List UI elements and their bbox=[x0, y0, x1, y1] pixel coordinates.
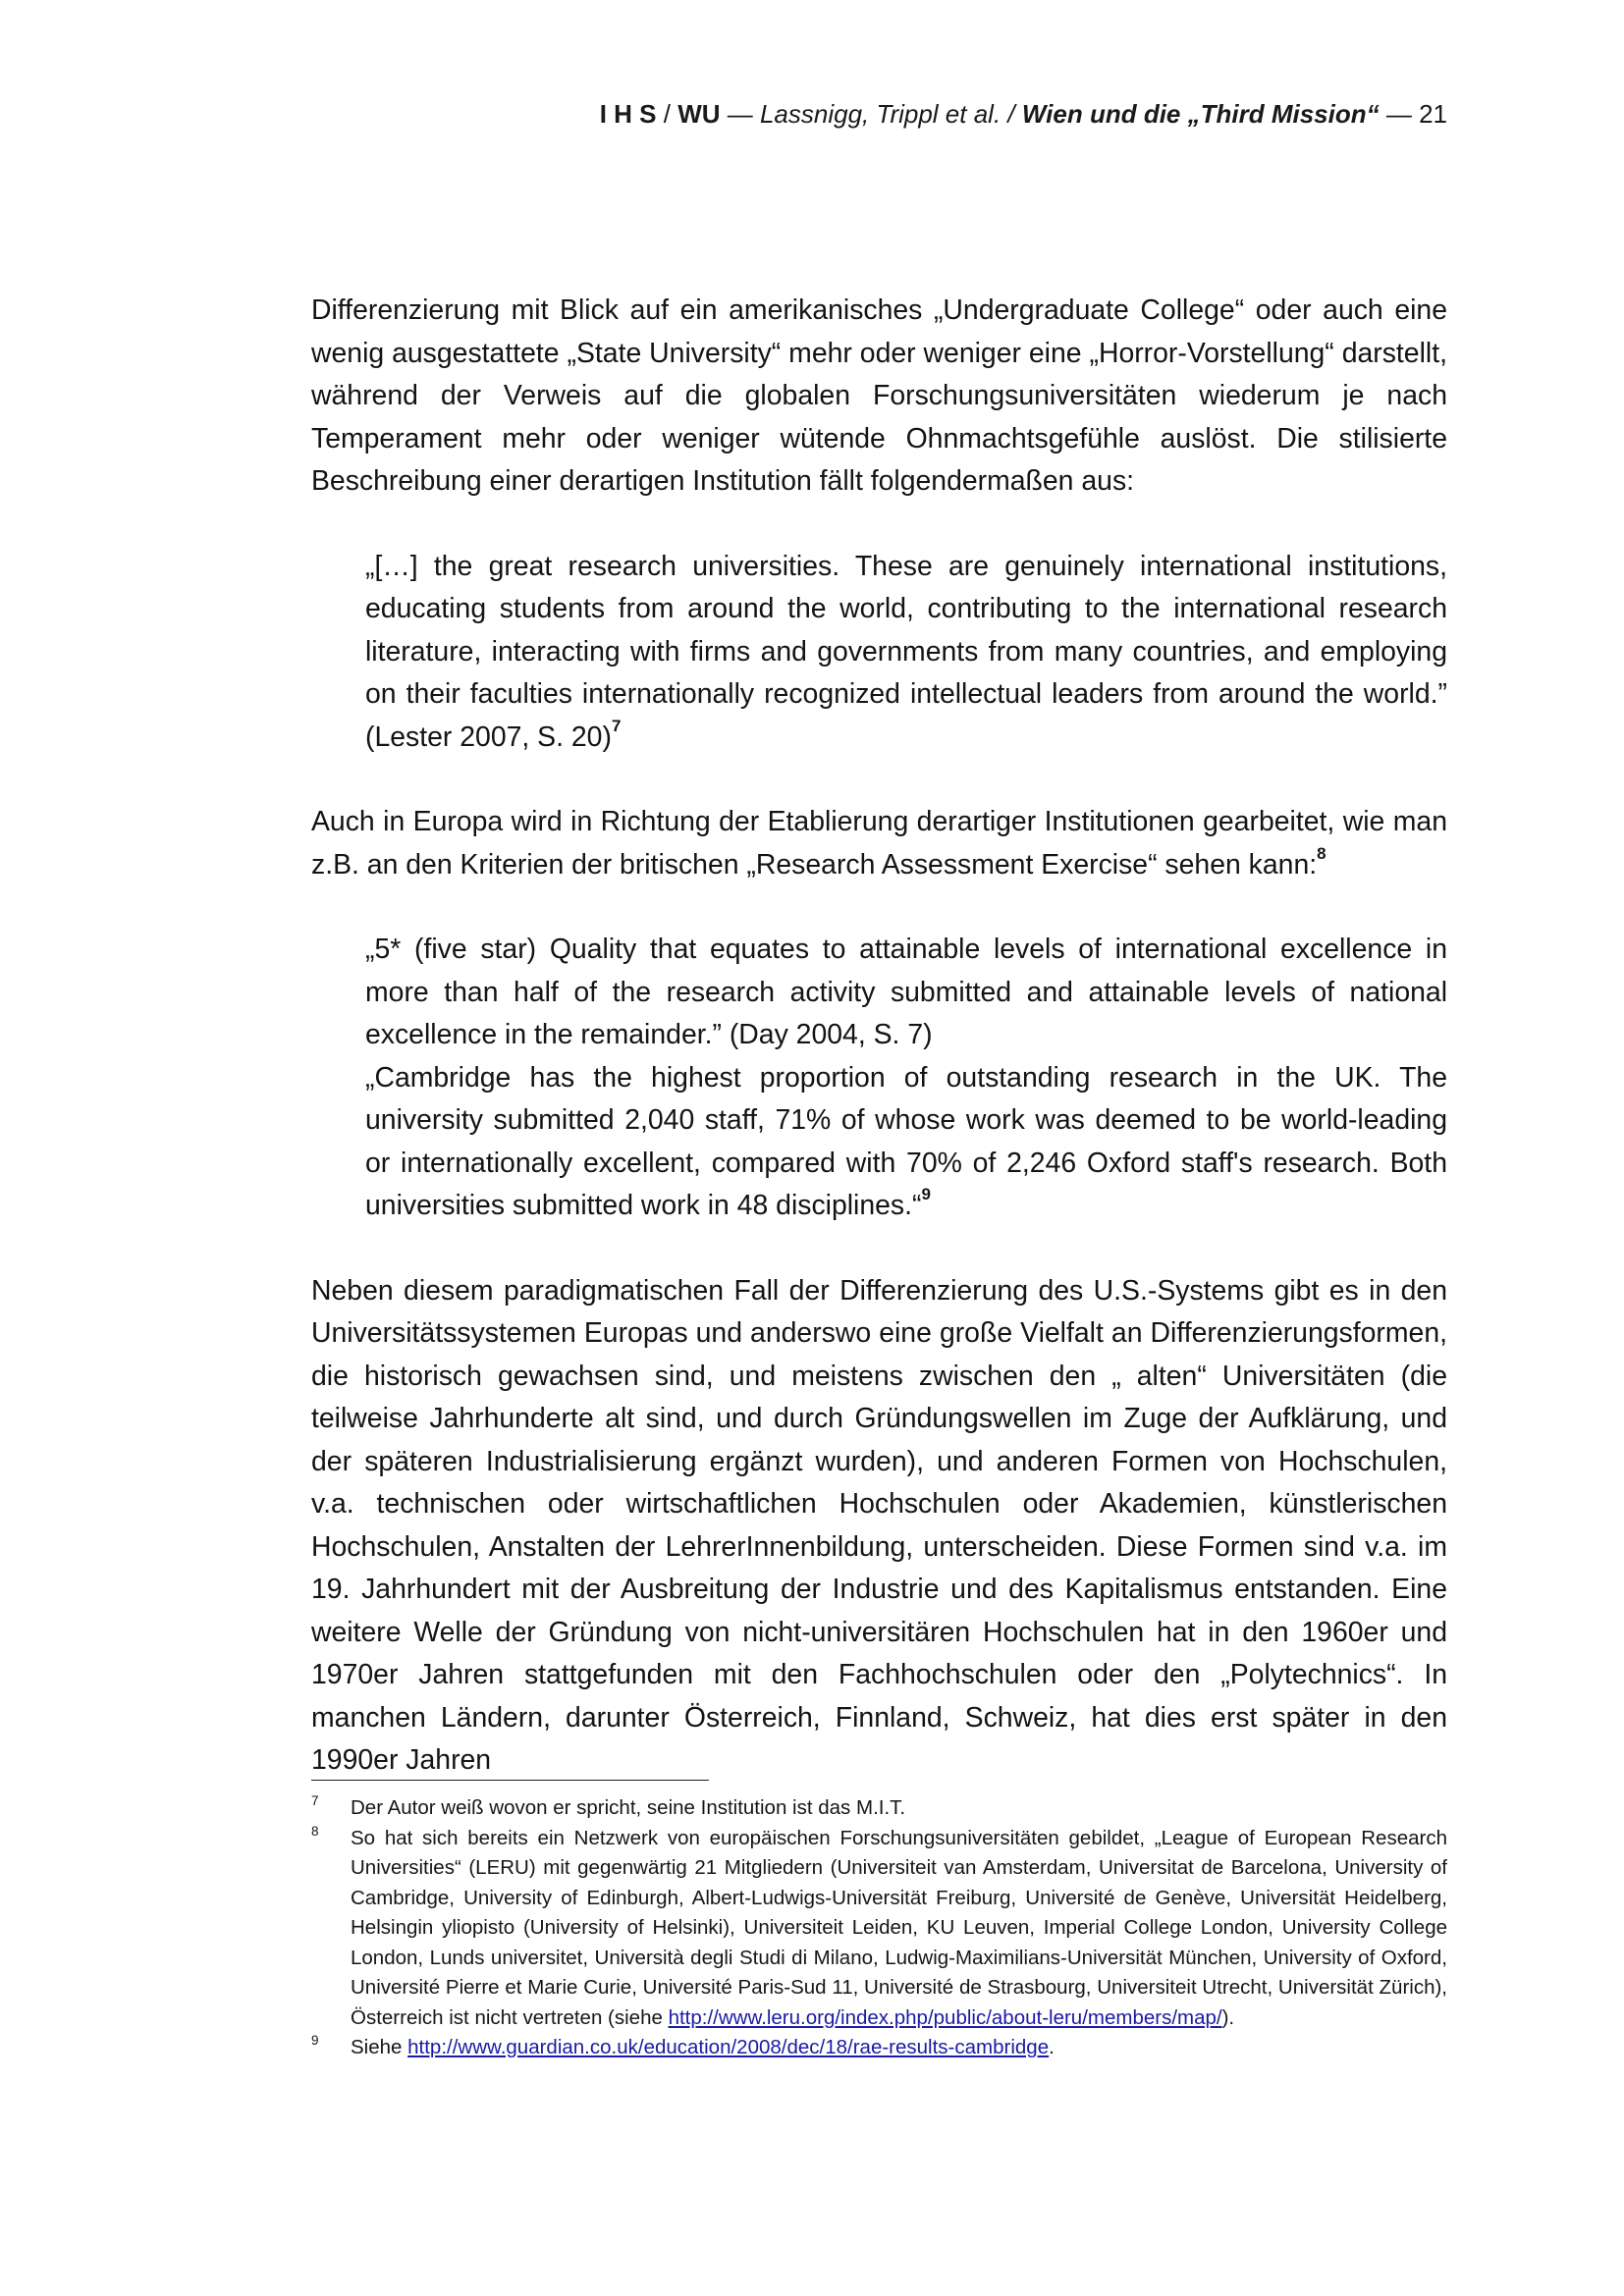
block-quote-rae bbox=[365, 929, 1447, 1228]
paragraph-3: Neben diesem paradigmatischen Fall der Differenzierung des U.S.-Systems gibt es in den Universitätssystemen Europas und anderswo eine große Vielfalt an Differenzierungsformen, die historisch gewachsen sind, und meistens zwischen den „ alten“ Universitäten (die teilweise Jahrhunderte alt sind, und durch Gründungswellen im Zuge der Aufklärung, und der späteren Industrialisierung ergänzt wurden), und anderen Formen von Hochschulen, v.a. technischen oder wirtschaftlichen Hochschulen oder Akademien, künstlerischen Hochschulen, Anstalten der LehrerInnenbildung, unterscheiden. Diese Formen sind v.a. im 19. Jahrhundert mit der Ausbreitung der Industrie und des Kapitalismus entstanden. Eine weitere Welle der Gründung von nicht-universitären Hochschulen hat in den 1960er und 1970er Jahren stattgefunden mit den Fachhochschulen oder den „Polytechnics“. In manchen Ländern, darunter Österreich, Finnland, Schweiz, hat dies erst später in den 1990er Jahren bbox=[311, 1274, 1447, 1776]
footnote-ref-8[interactable]: 8 bbox=[1317, 843, 1326, 863]
header-ihs: I H S bbox=[599, 99, 657, 129]
footnote-text: Der Autor weiß wovon er spricht, seine Institution ist das M.I.T. bbox=[351, 1796, 906, 1819]
footnote-text: So hat sich bereits ein Netzwerk von europäischen Forschungsuniversitäten gebildet, „League of European Research Universities“ (LERU) mit gegenwärtig 21 Mitgliedern (Universiteit van Amsterdam, Universitat de Barcelona, University of Cambridge, University of Edinburgh, Albert-Ludwigs-Universität Freiburg, Université de Genève, Universität Heidelberg, Helsingin yliopisto (University of Helsinki), Universiteit Leiden, KU Leuven, Imperial College London, University College London, Lunds universitet, Università degli Studi di Milano, Ludwig-Maximilians-Universität München, University of Oxford, Université Pierre et Marie Curie, Université Paris-Sud 11, Université de Strasbourg, Universiteit Utrecht, Universität Zürich), Österreich ist nicht vertreten (siehe bbox=[351, 1826, 1447, 2029]
quote-2-text: „5* (five star) Quality that equates to attainable levels of international excellence in more than half of the research activity submitted and attainable levels of national excellence in the remainder.” (Day 2004, S. 7) bbox=[365, 934, 1447, 1050]
leru-link[interactable]: http://www.leru.org/index.php/public/about-leru/members/map/ bbox=[668, 2005, 1222, 2029]
main-text bbox=[311, 290, 1447, 1783]
footnote-9 bbox=[311, 2033, 1447, 2063]
quote-1-text: „[…] the great research universities. These are genuinely international institutions, educating students from around the world, contributing to the international research literature, interacting with firms and governments from many countries, and employing on their faculties internationally recognized intellectual leaders from around the world.” (Lester 2007, S. 20) bbox=[365, 550, 1447, 753]
header-title: Wien und die „Third Mission“ bbox=[1021, 99, 1380, 129]
footnote-separator bbox=[311, 1780, 709, 1781]
footnote-number: 7 bbox=[311, 1793, 319, 1808]
footnote-8 bbox=[311, 1824, 1447, 2034]
footnote-7 bbox=[311, 1793, 1447, 1824]
block-quote-lester bbox=[365, 546, 1447, 760]
footnote-ref-9[interactable]: 9 bbox=[921, 1185, 931, 1203]
footnote-text-end: ). bbox=[1221, 2005, 1235, 2029]
paragraph-1: Differenzierung mit Blick auf ein amerikanisches „Undergraduate College“ oder auch eine wenig ausgestattete „State University“ mehr oder weniger eine „Horror-Vorstellung“ darstellt, während der Verweis auf die globalen Forschungsuniversitäten wiederum je nach Temperament mehr oder weniger wütende Ohnmachtsgefühle auslöst. Die stilisierte Beschreibung einer derartigen Institution fällt folgendermaßen aus: bbox=[311, 294, 1447, 497]
header-dash-1: — bbox=[720, 99, 760, 129]
footnote-text-end: . bbox=[1049, 2036, 1055, 2058]
header-space bbox=[1015, 99, 1022, 129]
header-wu: WU bbox=[677, 99, 721, 129]
header-dash-2: — bbox=[1379, 99, 1420, 129]
header-slash: / bbox=[656, 99, 678, 129]
guardian-link[interactable]: http://www.guardian.co.uk/education/2008/dec/18/rae-results-cambridge bbox=[407, 2036, 1050, 2058]
footnote-number: 9 bbox=[311, 2033, 319, 2048]
quote-3-text: „Cambridge has the highest proportion of outstanding research in the UK. The university submitted 2,040 staff, 71% of whose work was deemed to be world-leading or internationally excellent, compared with 70% of 2,246 Oxford staff's research. Both universities submitted work in 48 disciplines.“ bbox=[365, 1061, 1447, 1221]
page-number: 21 bbox=[1419, 99, 1447, 129]
paragraph-2-text: Auch in Europa wird in Richtung der Etablierung derartiger Institutionen gearbeitet, wie man z.B. an den Kriterien der britischen „Research Assessment Exercise“ sehen kann: bbox=[311, 806, 1447, 881]
footnote-ref-7[interactable]: 7 bbox=[611, 716, 622, 735]
footnote-text: Siehe bbox=[351, 2036, 408, 2058]
running-header bbox=[600, 99, 1447, 130]
footnote-number: 8 bbox=[311, 1823, 319, 1839]
footnotes bbox=[311, 1780, 1447, 2063]
header-authors: Lassnigg, Trippl et al. / bbox=[759, 99, 1015, 129]
paragraph-2 bbox=[311, 801, 1447, 886]
